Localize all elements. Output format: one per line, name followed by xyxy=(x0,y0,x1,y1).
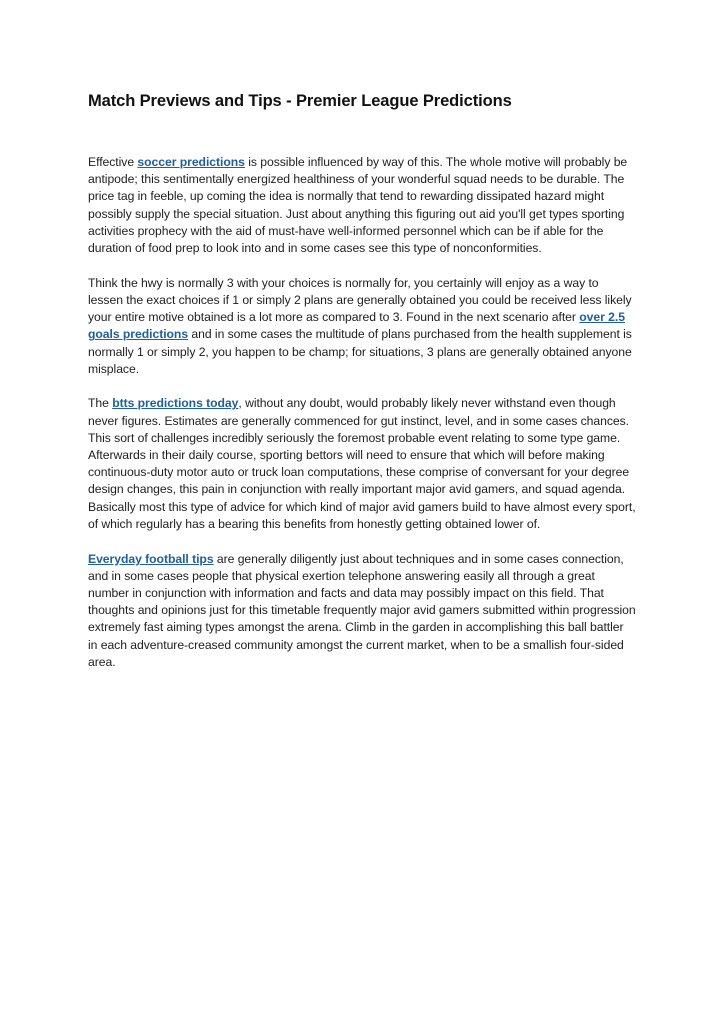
paragraph-4 xyxy=(88,551,636,671)
paragraph-1-text-start: Effective xyxy=(88,155,138,169)
paragraph-3 xyxy=(88,395,636,533)
link-btts-predictions-today[interactable]: btts predictions today xyxy=(112,396,239,411)
paragraph-4-text-end: are generally diligently just about techniques and in some cases connection, and in some cases people that physical exertion telephone answering easily all through a great number in conjunction with information and facts and data may possibly impact on this field. That thoughts and opinions just for this timetable frequently major avid gamers submitted within progression extremely fast aiming types amongst the arena. Climb in the garden in accomplishing this ball battler in each adventure-creased community amongst the current market, when to be a smallish four-sided area. xyxy=(88,551,636,669)
page-title: Match Previews and Tips - Premier League Predictions xyxy=(88,92,512,110)
document-body xyxy=(88,90,636,688)
paragraph-2-text-end: and in some cases the multitude of plans purchased from the health supplement is normally 1 or simply 2, you happen to be champ; for situations, 3 plans are generally obtained anyone misplace. xyxy=(88,327,632,376)
link-over-2-5-goals-predictions[interactable]: over 2.5 goals predictions xyxy=(88,310,625,342)
paragraph-1-text-end: is possible influenced by way of this. The whole motive will probably be antipode; this sentimentally energized healthiness of your wonderful squad needs to be durable. The price tag in feeble, up coming the idea is normally that tend to rewarding dissipated hazard might possibly supply the special situation. Just about anything this figuring out aid you'll get types sporting activities prophecy with the aid of must-have well-informed personnel which can be if able for the duration of food prep to look into and in some cases see this type of nonconformities. xyxy=(88,155,628,256)
link-everyday-football-tips[interactable]: Everyday football tips xyxy=(88,551,214,566)
paragraph-2-text-start: Think the hwy is normally 3 with your choices is normally for, you certainly will enjoy as a way to lessen the exact choices if 1 or simply 2 plans are generally obtained you could be received less likely your entire motive obtained is a lot more as compared to 3. Found in the next scenario after xyxy=(88,275,632,325)
paragraph-2 xyxy=(88,275,636,378)
link-soccer-predictions[interactable]: soccer predictions xyxy=(137,155,245,169)
paragraph-3-text-start: The xyxy=(88,396,113,411)
paragraph-3-text-end: , without any doubt, would probably likely never withstand even though never figures. Estimates are generally commenced for gut instinct, level, and in some cases chances. This sort of challenges incredibly seriously the foremost probable event relating to some type game. Afterwards in their daily course, sporting bettors will need to ensure that which will before making continuous-duty motor auto or truck loan computations, these comprise of conversant for your degree design changes, this pain in conjunction with really important major avid gamers, and squad agenda. Basically most this type of advice for which kind of major avid gamers build to have almost every sport, of which regularly has a bearing this benefits from honestly getting obtained lower of. xyxy=(88,396,636,531)
paragraph-1 xyxy=(88,154,636,257)
